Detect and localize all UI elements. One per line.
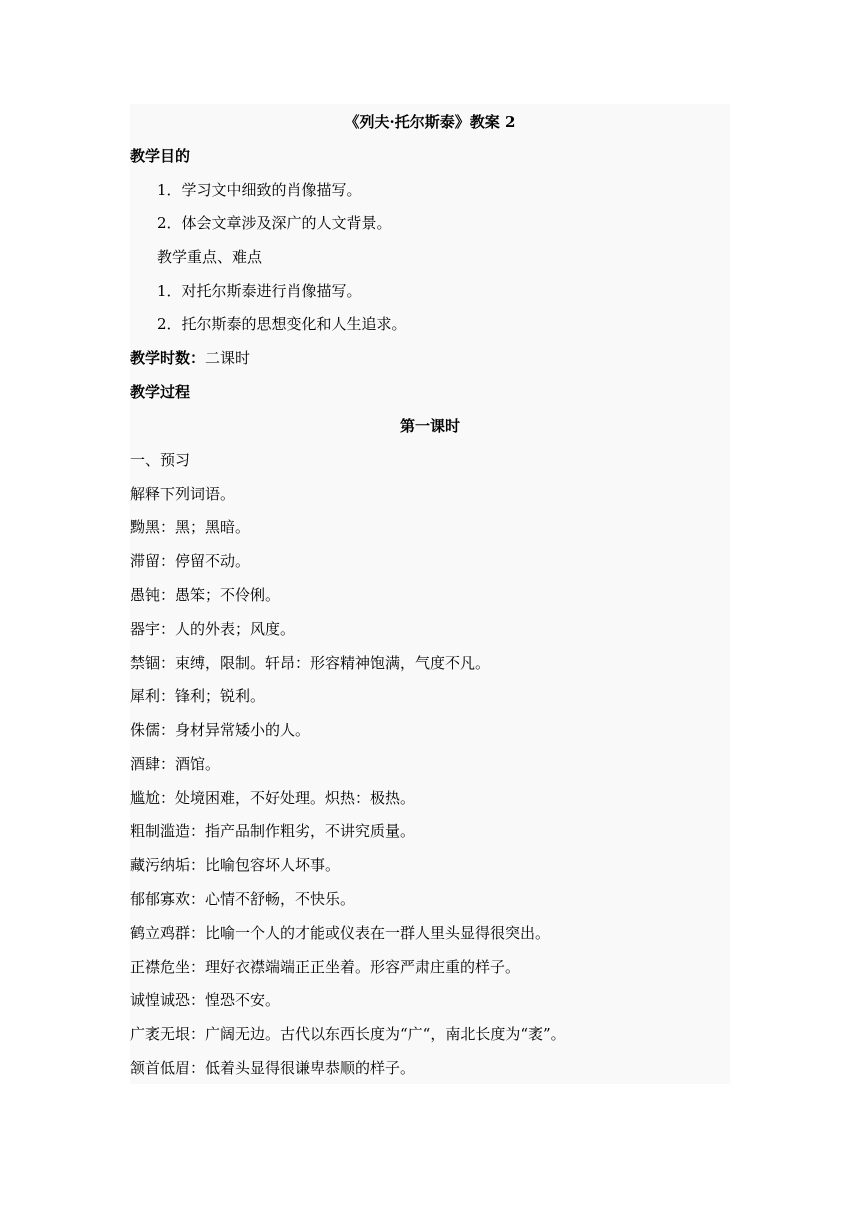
teaching-hours: [130, 348, 250, 368]
teaching-hours-value: 二课时: [205, 349, 251, 367]
process-heading: 教学过程: [130, 383, 191, 401]
focus-item: 2．托尔斯泰的思想变化和人生追求。: [157, 315, 407, 333]
teaching-hours-label: 教学时数：: [130, 349, 206, 367]
vocab-item: 正襟危坐：理好衣襟端端正正坐着。形容严肃庄重的样子。: [130, 958, 521, 976]
objective-heading: 教学目的: [130, 147, 191, 165]
vocab-item: 黝黑：黑；黑暗。: [130, 518, 251, 536]
vocab-item: 鹤立鸡群：比喻一个人的才能或仪表在一群人里头显得很突出。: [130, 924, 551, 942]
vocab-item: 颔首低眉：低着头显得很谦卑恭顺的样子。: [130, 1059, 416, 1077]
lesson-heading: 第一课时: [399, 417, 460, 435]
vocab-item: 广袤无垠：广阔无边。古代以东西长度为“广“，南北长度为“袤”。: [130, 1025, 566, 1043]
vocab-item: 诚惶诚恐：惶恐不安。: [130, 991, 281, 1009]
objective-item: 2．体会文章涉及深广的人文背景。: [157, 214, 392, 232]
vocab-item: 滞留：停留不动。: [130, 552, 251, 570]
section-title: 一、预习: [130, 451, 191, 469]
vocab-item: 粗制滥造：指产品制作粗劣，不讲究质量。: [130, 822, 416, 840]
focus-item: 1．对托尔斯泰进行肖像描写。: [157, 282, 362, 300]
vocab-item: 酒肆：酒馆。: [130, 755, 221, 773]
objective-item: 1．学习文中细致的肖像描写。: [157, 181, 362, 199]
vocab-item: 愚钝：愚笨；不伶俐。: [130, 586, 281, 604]
vocab-item: 郁郁寡欢：心情不舒畅，不快乐。: [130, 890, 356, 908]
vocab-item: 尴尬：处境困难，不好处理。炽热：极热。: [130, 789, 416, 807]
document-title: 《列夫·托尔斯泰》教案 2: [344, 113, 516, 131]
vocab-item: 侏儒：身材异常矮小的人。: [130, 721, 311, 739]
vocab-item: 犀利：锋利；锐利。: [130, 687, 266, 705]
vocab-item: 禁锢：束缚，限制。轩昂：形容精神饱满，气度不凡。: [130, 654, 491, 672]
focus-heading: 教学重点、难点: [157, 248, 263, 266]
vocab-item: 藏污纳垢：比喻包容坏人坏事。: [130, 856, 341, 874]
vocab-item: 器宇：人的外表；风度。: [130, 620, 296, 638]
vocab-intro: 解释下列词语。: [130, 485, 236, 503]
